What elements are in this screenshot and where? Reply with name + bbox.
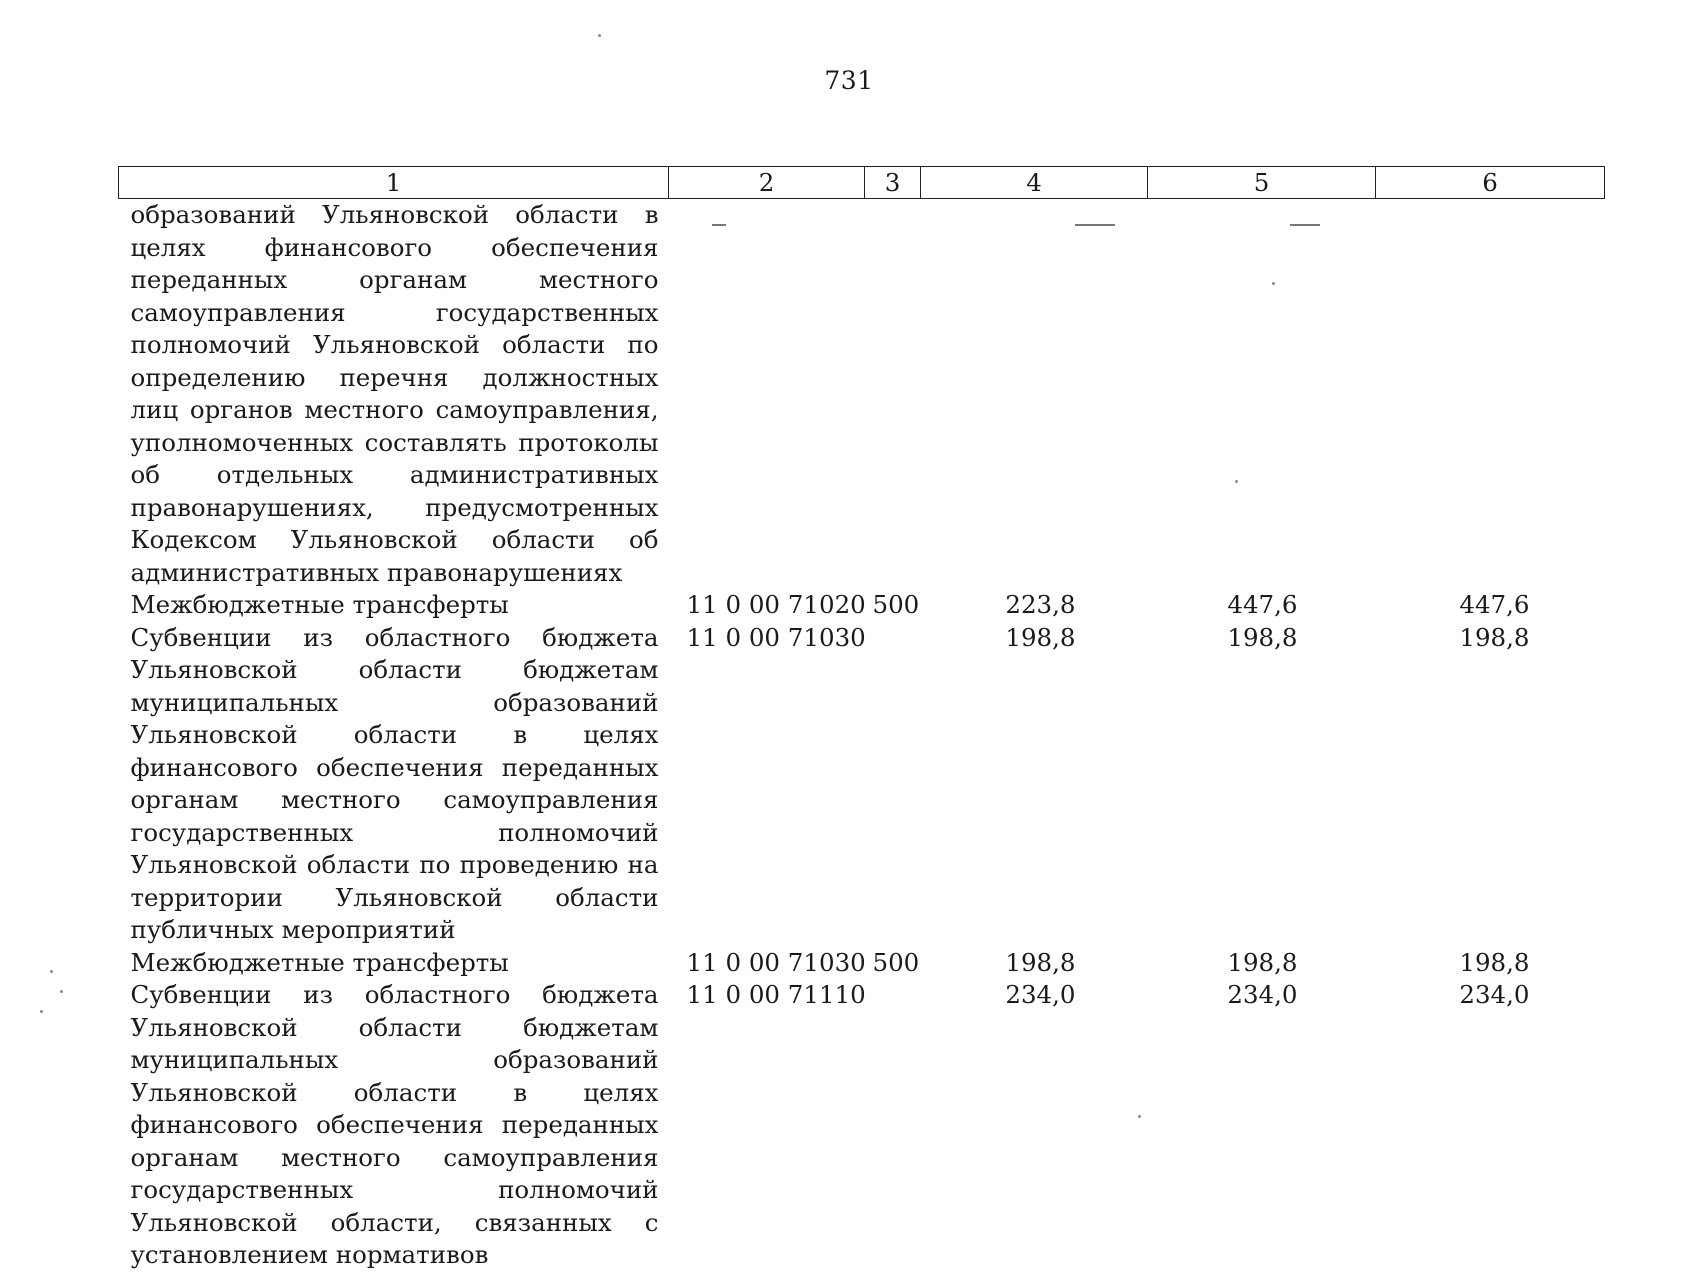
header-col-1: 1	[119, 167, 669, 199]
row-value-col4: 198,8	[1005, 947, 1076, 977]
budget-table-container	[118, 166, 1604, 1272]
row-value-col5: 447,6	[1227, 590, 1298, 619]
table-row	[119, 947, 1605, 980]
row-expense-type	[865, 979, 921, 1272]
scan-artifact-speck	[60, 990, 63, 993]
budget-table	[118, 166, 1605, 1272]
row-value-col6: 234,0	[1459, 980, 1530, 1009]
scan-artifact-dash	[1075, 224, 1115, 226]
row-description: образований Ульяновской области в целях финансового обеспечения переданных органам местного самоуправления государственных полномочий Ульяновской области по определению перечня должностных лиц органов местного самоуправления, уполномоченных составлять протоколы об отдельных административных правонарушениях, предусмотренных Кодексом Ульяновской области об административных правонарушениях	[130, 200, 659, 587]
row-code: 11 0 00 71030	[686, 622, 866, 652]
table-row	[119, 979, 1605, 1272]
row-value-col6: 198,8	[1459, 622, 1530, 652]
scan-artifact-speck	[40, 1010, 43, 1013]
header-col-4: 4	[921, 167, 1148, 199]
scan-artifact-speck	[1138, 1115, 1141, 1118]
scan-artifact-dash	[712, 224, 726, 226]
row-value-col4: 234,0	[1005, 980, 1076, 1009]
row-code: 11 0 00 71030	[686, 947, 866, 977]
row-expense-type: 500	[872, 947, 920, 977]
table-row	[119, 199, 1605, 590]
page-number: 731	[824, 66, 874, 95]
row-description: Субвенции из областного бюджета Ульяновской области бюджетам муниципальных образований Ульяновской области в целях финансового обеспечения переданных органам местного самоуправления государственных полномочий Ульяновской области, связанных с установлением нормативов	[130, 980, 659, 1269]
table-row	[119, 622, 1605, 947]
header-col-5: 5	[1148, 167, 1376, 199]
row-value-col4	[921, 199, 1148, 590]
row-expense-type: 500	[872, 590, 920, 619]
header-col-6: 6	[1376, 167, 1605, 199]
row-value-col4: 198,8	[1005, 622, 1076, 652]
row-code	[669, 199, 865, 590]
scan-artifact-dash	[1290, 224, 1320, 226]
row-value-col5	[1148, 199, 1376, 590]
table-row	[119, 589, 1605, 622]
row-value-col6: 447,6	[1459, 590, 1530, 619]
row-code: 11 0 00 71110	[686, 980, 866, 1009]
row-value-col6: 198,8	[1459, 947, 1530, 977]
row-value-col5: 234,0	[1227, 980, 1298, 1009]
row-value-col5: 198,8	[1227, 622, 1298, 652]
header-col-2: 2	[669, 167, 865, 199]
row-description: Субвенции из областного бюджета Ульяновской области бюджетам муниципальных образований Ульяновской области в целях финансового обеспечения переданных органам местного самоуправления государственных полномочий Ульяновской области по проведению на территории Ульяновской области публичных мероприятий	[130, 622, 659, 944]
scan-artifact-speck	[50, 970, 53, 973]
row-description: Межбюджетные трансферты	[130, 590, 509, 619]
row-description: Межбюджетные трансферты	[130, 947, 509, 977]
row-value-col4: 223,8	[1005, 590, 1076, 619]
scan-artifact-speck	[1272, 282, 1275, 285]
row-code: 11 0 00 71020	[686, 590, 866, 619]
row-value-col6	[1376, 199, 1605, 590]
row-value-col5: 198,8	[1227, 947, 1298, 977]
scan-artifact-speck	[1235, 480, 1238, 483]
scan-artifact-speck	[598, 34, 601, 37]
row-expense-type	[865, 199, 921, 590]
header-col-3: 3	[865, 167, 921, 199]
row-expense-type	[865, 622, 921, 947]
header-row	[119, 167, 1605, 199]
